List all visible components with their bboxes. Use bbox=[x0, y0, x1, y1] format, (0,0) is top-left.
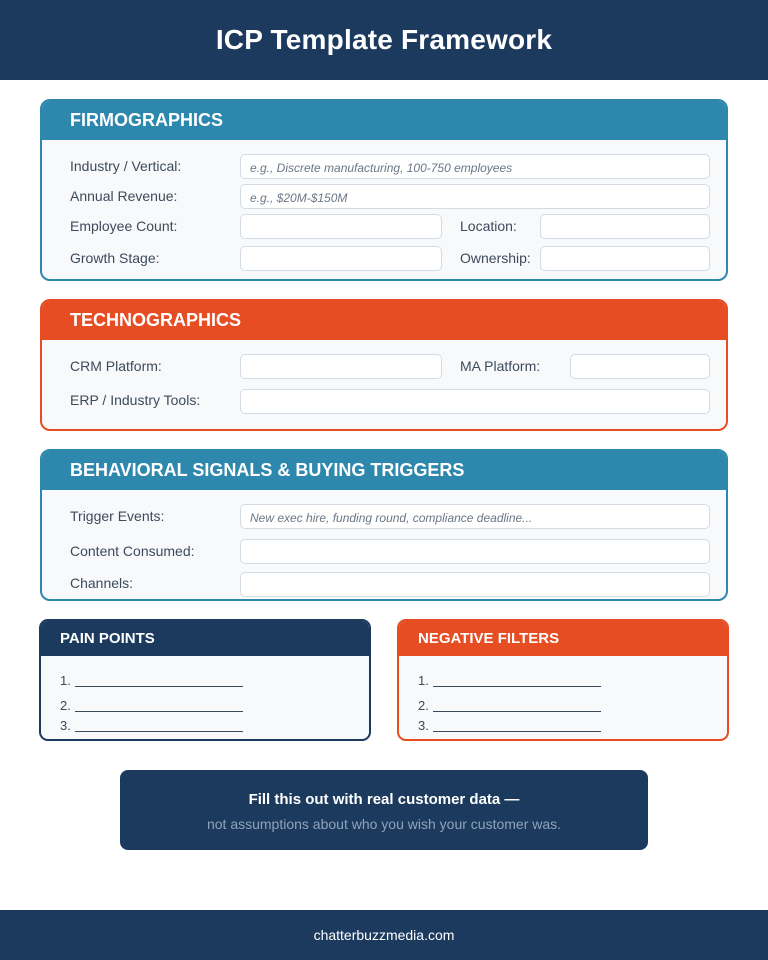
ownership-label: Ownership: bbox=[460, 250, 531, 266]
negative-filter-line-1[interactable]: 1. bbox=[418, 673, 601, 688]
ma-platform-label: MA Platform: bbox=[460, 358, 541, 374]
employee-count-label: Employee Count: bbox=[70, 218, 178, 234]
growth-stage-field[interactable] bbox=[240, 246, 442, 271]
page-title: ICP Template Framework bbox=[215, 24, 553, 55]
firmographics-heading: FIRMOGRAPHICS bbox=[42, 101, 726, 140]
erp-tools-label: ERP / Industry Tools: bbox=[70, 392, 201, 408]
channels-field[interactable] bbox=[240, 572, 710, 597]
negative-filters-box bbox=[397, 619, 729, 741]
content-consumed-label: Content Consumed: bbox=[70, 543, 195, 559]
page-footer bbox=[0, 910, 768, 960]
behavioral-heading: BEHAVIORAL SIGNALS & BUYING TRIGGERS bbox=[42, 451, 726, 490]
growth-stage-label: Growth Stage: bbox=[70, 250, 160, 266]
pain-points-heading: PAIN POINTS bbox=[41, 621, 369, 656]
negative-filter-line-3[interactable]: 3. bbox=[418, 718, 601, 733]
callout-sub-text: not assumptions about who you wish your customer was. bbox=[206, 816, 562, 832]
technographics-section bbox=[40, 299, 728, 431]
callout-main-text: Fill this out with real customer data — bbox=[248, 791, 520, 808]
pain-point-line-2[interactable]: 2. bbox=[60, 698, 243, 713]
employee-count-field[interactable] bbox=[240, 214, 442, 239]
industry-field[interactable]: e.g., Discrete manufacturing, 100-750 employees bbox=[240, 154, 710, 179]
trigger-events-label: Trigger Events: bbox=[70, 508, 165, 524]
footer-domain-link[interactable]: chatterbuzzmedia.com bbox=[313, 927, 455, 943]
firmographics-section bbox=[40, 99, 728, 281]
callout-banner bbox=[120, 770, 648, 850]
pain-point-line-3[interactable]: 3. bbox=[60, 718, 243, 733]
ownership-field[interactable] bbox=[540, 246, 710, 271]
crm-platform-label: CRM Platform: bbox=[70, 358, 162, 374]
industry-label: Industry / Vertical: bbox=[70, 158, 182, 174]
erp-tools-field[interactable] bbox=[240, 389, 710, 414]
location-label: Location: bbox=[460, 218, 517, 234]
location-field[interactable] bbox=[540, 214, 710, 239]
trigger-events-field[interactable]: New exec hire, funding round, compliance deadline... bbox=[240, 504, 710, 529]
revenue-label: Annual Revenue: bbox=[70, 188, 178, 204]
revenue-field[interactable]: e.g., $20M-$150M bbox=[240, 184, 710, 209]
crm-platform-field[interactable] bbox=[240, 354, 442, 379]
page-header bbox=[0, 0, 768, 80]
pain-point-line-1[interactable]: 1. bbox=[60, 673, 243, 688]
ma-platform-field[interactable] bbox=[570, 354, 710, 379]
technographics-heading: TECHNOGRAPHICS bbox=[42, 301, 726, 340]
negative-filter-line-2[interactable]: 2. bbox=[418, 698, 601, 713]
channels-label: Channels: bbox=[70, 575, 134, 591]
negative-filters-heading: NEGATIVE FILTERS bbox=[399, 621, 727, 656]
pain-points-box bbox=[39, 619, 371, 741]
behavioral-section bbox=[40, 449, 728, 601]
content-consumed-field[interactable] bbox=[240, 539, 710, 564]
